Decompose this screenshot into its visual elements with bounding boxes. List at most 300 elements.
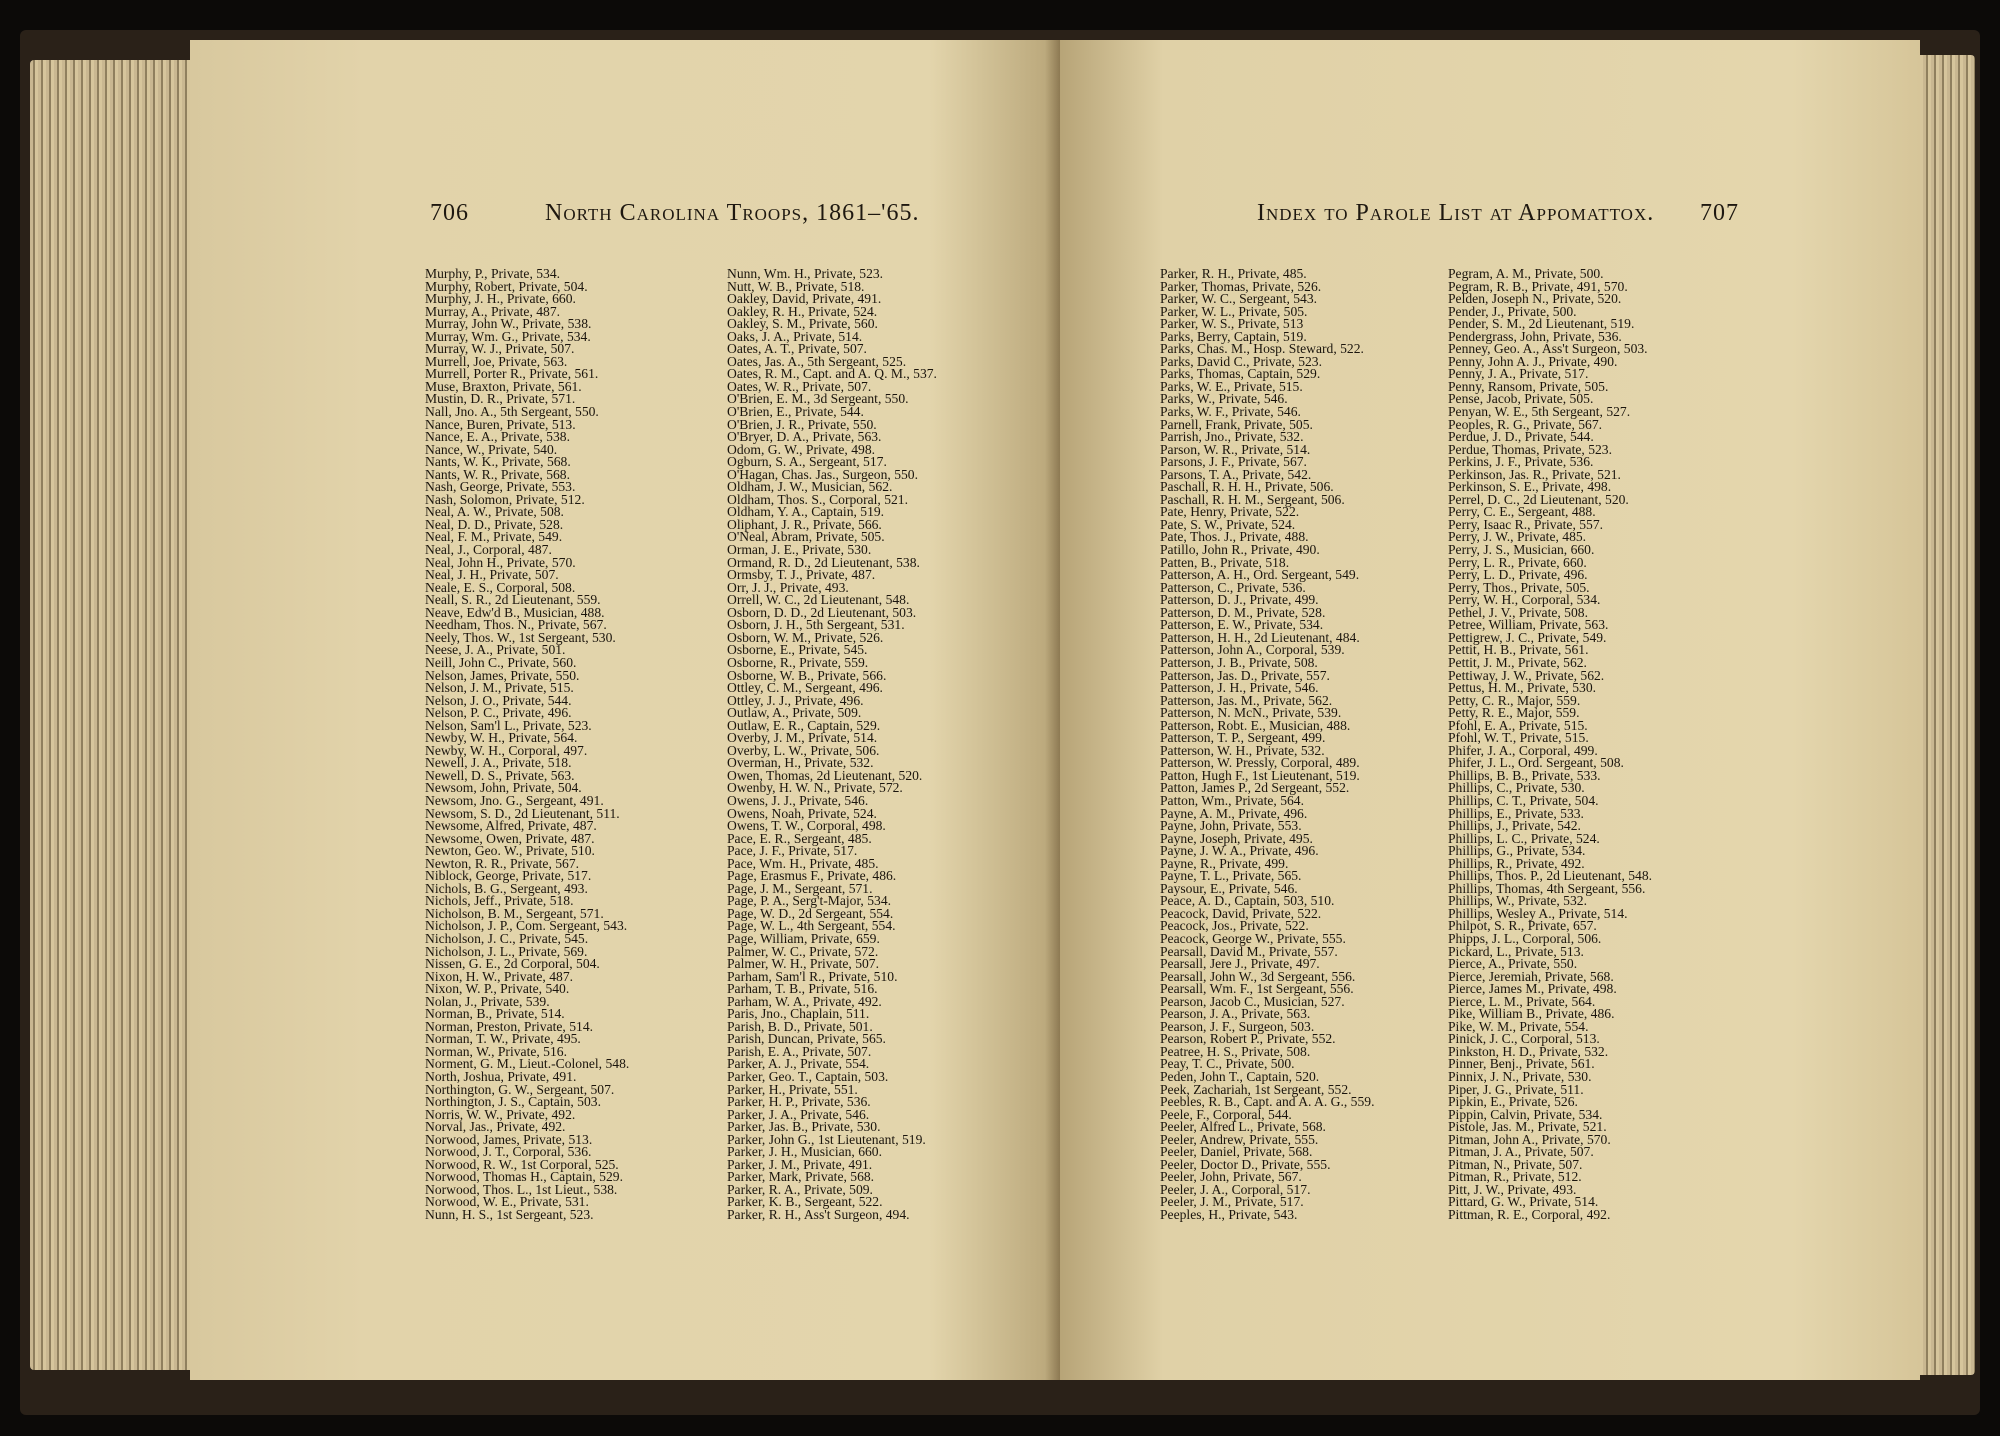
index-entry: Norwood, R. W., 1st Corporal, 525.	[425, 1156, 619, 1172]
index-entry: Pike, W. M., Private, 554.	[1448, 1018, 1589, 1034]
index-entry: Nelson, J. O., Private, 544.	[425, 692, 572, 708]
index-entry: Penny, Ransom, Private, 505.	[1448, 378, 1609, 394]
index-entry: Phillips, Thos. P., 2d Lieutenant, 548.	[1448, 868, 1653, 884]
index-entry: Parker, K. B., Sergeant, 522.	[727, 1194, 883, 1210]
index-entry: Norman, Preston, Private, 514.	[425, 1018, 594, 1034]
index-entry: Peele, F., Corporal, 544.	[1160, 1106, 1292, 1122]
index-entry: Pegram, A. M., Private, 500.	[1448, 266, 1604, 281]
index-entry: North, Joshua, Private, 491.	[425, 1069, 577, 1084]
index-entry: Murrell, Joe, Private, 563.	[425, 353, 568, 369]
index-entry: Phillips, G., Private, 534.	[1448, 843, 1586, 859]
index-entry: Paschall, R. H. M., Sergeant, 506.	[1160, 491, 1345, 507]
right-header	[1060, 200, 1920, 240]
index-entry: Pierce, James M., Private, 498.	[1448, 981, 1617, 997]
index-entry: Pittman, R. E., Corporal, 492.	[1448, 1207, 1611, 1223]
index-entry: Oaks, J. A., Private, 514.	[727, 328, 863, 344]
index-entry: Parker, R. H., Ass't Surgeon, 494.	[727, 1207, 910, 1223]
index-entry: Patterson, W. H., Private, 532.	[1160, 742, 1325, 758]
index-entry: Odom, G. W., Private, 498.	[727, 441, 876, 457]
index-entry: Pense, Jacob, Private, 505.	[1448, 391, 1594, 407]
index-entry: Pitman, J. A., Private, 507.	[1448, 1144, 1594, 1160]
index-entry: Phillips, Thomas, 4th Sergeant, 556.	[1448, 880, 1646, 896]
index-entry: Oates, R. M., Capt. and A. Q. M., 537.	[727, 366, 937, 382]
index-entry: Patterson, C., Private, 536.	[1160, 579, 1306, 595]
index-entry: Page, J. M., Sergeant, 571.	[727, 880, 873, 896]
index-entry: Owens, T. W., Corporal, 498.	[727, 818, 886, 834]
index-entry: Parks, David C., Private, 523.	[1160, 353, 1322, 369]
index-entry: Parsons, J. F., Private, 567.	[1160, 454, 1307, 470]
index-entry: Pickard, L., Private, 513.	[1448, 943, 1584, 959]
index-entry: Murray, John W., Private, 538.	[425, 316, 592, 332]
index-entry: Newsome, Owen, Private, 487.	[425, 830, 595, 846]
index-entry: Niblock, George, Private, 517.	[425, 868, 592, 884]
index-entry: Pfohl, W. T., Private, 515.	[1448, 730, 1589, 746]
index-entry: Page, P. A., Serg't-Major, 534.	[727, 893, 892, 909]
index-entry: Peeler, Doctor D., Private, 555.	[1160, 1156, 1331, 1172]
index-entry: Pierce, Jeremiah, Private, 568.	[1448, 968, 1614, 984]
right-running-head: Index to Parole List at Appomattox.	[1257, 200, 1655, 226]
index-entry: Outlaw, E. R., Captain, 529.	[727, 717, 881, 733]
index-entry: Oakley, David, Private, 491.	[727, 291, 882, 307]
index-entry: Phillips, J., Private, 542.	[1448, 818, 1581, 834]
index-entry: Neal, John H., Private, 570.	[425, 554, 576, 570]
index-entry: Patillo, John R., Private, 490.	[1160, 542, 1320, 558]
index-entry: Patton, Wm., Private, 564.	[1160, 792, 1304, 808]
index-entry: Oldham, Y. A., Captain, 519.	[727, 504, 885, 520]
index-entry: Patterson, D. J., Private, 499.	[1160, 592, 1319, 608]
index-entry: Norment, G. M., Lieut.-Colonel, 548.	[425, 1056, 630, 1072]
index-entry: Neal, A. W., Private, 508.	[425, 504, 564, 520]
index-entry: Mustin, D. R., Private, 571.	[425, 391, 576, 407]
index-entry: Payne, J. W. A., Private, 496.	[1160, 843, 1319, 859]
index-entry: Perry, J. W., Private, 485.	[1448, 529, 1587, 545]
index-entry: Perkinson, Jas. R., Private, 521.	[1448, 466, 1621, 482]
index-entry: Orrell, W. C., 2d Lieutenant, 548.	[727, 592, 910, 608]
index-entry: Phifer, J. L., Ord. Sergeant, 508.	[1448, 755, 1624, 771]
index-entry: Nissen, G. E., 2d Corporal, 504.	[425, 956, 600, 972]
index-entry: Neal, J., Corporal, 487.	[425, 542, 552, 558]
index-entry: Pinner, Benj., Private, 561.	[1448, 1056, 1595, 1072]
index-entry: Parsons, T. A., Private, 542.	[1160, 466, 1312, 482]
index-entry: Parks, W. F., Private, 546.	[1160, 404, 1301, 420]
index-entry: Parker, J. M., Private, 491.	[727, 1156, 873, 1172]
index-entry: Owenby, H. W. N., Private, 572.	[727, 780, 903, 796]
index-entry: Page, Erasmus F., Private, 486.	[727, 868, 897, 884]
index-entry: Page, W. D., 2d Sergeant, 554.	[727, 905, 894, 921]
index-entry: Perrel, D. C., 2d Lieutenant, 520.	[1448, 491, 1629, 507]
index-entry: Pethel, J. V., Private, 508.	[1448, 604, 1588, 620]
index-entry: Parker, R. H., Private, 485.	[1160, 266, 1307, 281]
index-entry: Patterson, Jas. M., Private, 562.	[1160, 692, 1333, 708]
index-entry: Pike, William B., Private, 486.	[1448, 1006, 1615, 1022]
index-entry: Pfohl, E. A., Private, 515.	[1448, 717, 1588, 733]
index-entry: Peay, T. C., Private, 500.	[1160, 1056, 1295, 1072]
index-entry: Pitt, J. W., Private, 493.	[1448, 1181, 1577, 1197]
index-entry: Oates, A. T., Private, 507.	[727, 341, 867, 357]
index-entry: Pearson, Jacob C., Musician, 527.	[1160, 993, 1345, 1009]
index-entry: Parks, Berry, Captain, 519.	[1160, 328, 1307, 344]
index-entry: Owens, J. J., Private, 546.	[727, 792, 869, 808]
index-entry: Page, W. L., 4th Sergeant, 554.	[727, 918, 896, 934]
index-entry: Parker, Geo. T., Captain, 503.	[727, 1069, 889, 1084]
index-entry: Pettit, J. M., Private, 562.	[1448, 654, 1587, 670]
index-entry: Parker, Jas. B., Private, 530.	[727, 1119, 881, 1135]
index-entry: Perry, Thos., Private, 505.	[1448, 579, 1590, 595]
index-entry: Newsom, S. D., 2d Lieutenant, 511.	[425, 805, 620, 821]
index-entry: Pender, S. M., 2d Lieutenant, 519.	[1448, 316, 1635, 332]
index-entry: Patterson, J. H., Private, 546.	[1160, 680, 1319, 696]
index-entry: Parker, R. A., Private, 509.	[727, 1181, 873, 1197]
index-entry: Patterson, E. W., Private, 534.	[1160, 617, 1324, 633]
index-entry: Phillips, B. B., Private, 533.	[1448, 767, 1601, 783]
index-entry: Norwood, Thos. L., 1st Lieut., 538.	[425, 1181, 618, 1197]
right-column-2	[1448, 268, 1652, 1222]
index-entry: Pender, J., Private, 500.	[1448, 303, 1577, 319]
index-entry: Patterson, W. Pressly, Corporal, 489.	[1160, 755, 1360, 771]
index-entry: Perdue, J. D., Private, 544.	[1448, 429, 1594, 445]
index-entry: Parham, T. B., Private, 516.	[727, 981, 878, 997]
index-entry: Perry, W. H., Corporal, 534.	[1448, 592, 1601, 608]
index-entry: Patten, B., Private, 518.	[1160, 554, 1290, 570]
index-entry: Nicholson, J. C., Private, 545.	[425, 930, 589, 946]
index-entry: Norman, T. W., Private, 495.	[425, 1031, 581, 1047]
index-entry: Peace, A. D., Captain, 503, 510.	[1160, 893, 1335, 909]
index-entry: Oliphant, J. R., Private, 566.	[727, 516, 882, 532]
index-entry: Pate, Thos. J., Private, 488.	[1160, 529, 1309, 545]
index-entry: Patterson, H. H., 2d Lieutenant, 484.	[1160, 629, 1360, 645]
index-entry: Pace, J. F., Private, 517.	[727, 843, 858, 859]
index-entry: Paysour, E., Private, 546.	[1160, 880, 1298, 896]
index-entry: Pate, Henry, Private, 522.	[1160, 504, 1300, 520]
index-entry: Neill, John C., Private, 560.	[425, 654, 577, 670]
index-entry: Pearsall, David M., Private, 557.	[1160, 943, 1338, 959]
index-entry: Neave, Edw'd B., Musician, 488.	[425, 604, 605, 620]
index-entry: Nelson, Sam'l L., Private, 523.	[425, 717, 592, 733]
index-entry: Pearsall, Jere J., Private, 497.	[1160, 956, 1320, 972]
index-entry: Osborn, W. M., Private, 526.	[727, 629, 884, 645]
index-entry: Newell, J. A., Private, 518.	[425, 755, 572, 771]
index-entry: Parker, H. P., Private, 536.	[727, 1094, 871, 1110]
index-entry: Nance, Buren, Private, 513.	[425, 416, 576, 432]
index-entry: Nicholson, J. L., Private, 569.	[425, 943, 588, 959]
index-entry: Piper, J. G., Private, 511.	[1448, 1081, 1584, 1097]
index-entry: O'Neal, Abram, Private, 505.	[727, 529, 885, 545]
right-page-edges	[1915, 55, 1975, 1375]
index-entry: Nash, George, Private, 553.	[425, 479, 576, 495]
index-entry: Patterson, Robt. E., Musician, 488.	[1160, 717, 1351, 733]
index-entry: Parham, Sam'l R., Private, 510.	[727, 968, 898, 984]
index-entry: Perkins, J. F., Private, 536.	[1448, 454, 1594, 470]
index-entry: Payne, T. L., Private, 565.	[1160, 868, 1302, 884]
index-entry: Parker, Mark, Private, 568.	[727, 1169, 875, 1185]
index-entry: Patterson, J. B., Private, 508.	[1160, 654, 1318, 670]
index-entry: Norwood, Thomas H., Captain, 529.	[425, 1169, 623, 1185]
index-entry: Nichols, Jeff., Private, 518.	[425, 893, 574, 909]
index-entry: Outlaw, A., Private, 509.	[727, 705, 862, 721]
index-entry: O'Brien, E., Private, 544.	[727, 404, 864, 420]
index-entry: Payne, A. M., Private, 496.	[1160, 805, 1308, 821]
index-entry: Patterson, John A., Corporal, 539.	[1160, 642, 1345, 658]
index-entry: Parks, W., Private, 546.	[1160, 391, 1288, 407]
index-entry: Murray, Wm. G., Private, 534.	[425, 328, 591, 344]
index-entry: Pearsall, Wm. F., 1st Sergeant, 556.	[1160, 981, 1354, 997]
index-entry: O'Bryer, D. A., Private, 563.	[727, 429, 882, 445]
index-entry: Patterson, Jas. D., Private, 557.	[1160, 667, 1330, 683]
index-entry: Phillips, R., Private, 492.	[1448, 855, 1585, 871]
index-entry: Perry, L. D., Private, 496.	[1448, 567, 1588, 583]
index-entry: Parker, A. J., Private, 554.	[727, 1056, 870, 1072]
index-entry: Oakley, R. H., Private, 524.	[727, 303, 878, 319]
index-entry: Osborne, W. B., Private, 566.	[727, 667, 887, 683]
index-entry: Murphy, J. H., Private, 660.	[425, 291, 576, 307]
index-entry: Patterson, T. P., Sergeant, 499.	[1160, 730, 1326, 746]
index-entry: Owen, Thomas, 2d Lieutenant, 520.	[727, 767, 923, 783]
index-entry: Perry, Isaac R., Private, 557.	[1448, 516, 1604, 532]
index-entry: Pitman, John A., Private, 570.	[1448, 1131, 1611, 1147]
index-entry: Palmer, W. C., Private, 572.	[727, 943, 879, 959]
index-entry: Penny, John A. J., Private, 490.	[1448, 353, 1618, 369]
index-entry: Peeples, H., Private, 543.	[1160, 1207, 1298, 1223]
index-entry: Pearson, Robert P., Private, 552.	[1160, 1031, 1336, 1047]
index-entry: Norman, B., Private, 514.	[425, 1006, 565, 1022]
index-entry: Phillips, C. T., Private, 504.	[1448, 792, 1599, 808]
index-entry: Murphy, P., Private, 534.	[425, 266, 561, 281]
index-entry: Pistole, Jas. M., Private, 521.	[1448, 1119, 1607, 1135]
index-entry: Parker, W. S., Private, 513	[1160, 316, 1304, 332]
index-entry: Parrish, Jno., Private, 532.	[1160, 429, 1304, 445]
index-entry: Parker, W. L., Private, 505.	[1160, 303, 1308, 319]
left-header	[190, 200, 1060, 240]
index-entry: Pierce, L. M., Private, 564.	[1448, 993, 1596, 1009]
right-page-number: 707	[1700, 200, 1739, 226]
index-entry: Peoples, R. G., Private, 567.	[1448, 416, 1603, 432]
index-entry: Norwood, James, Private, 513.	[425, 1131, 593, 1147]
index-entry: Pearson, J. A., Private, 563.	[1160, 1006, 1311, 1022]
index-entry: Oldham, J. W., Musician, 562.	[727, 479, 893, 495]
index-entry: Pate, S. W., Private, 524.	[1160, 516, 1296, 532]
index-entry: Oldham, Thos. S., Corporal, 521.	[727, 491, 908, 507]
index-entry: Pearsall, John W., 3d Sergeant, 556.	[1160, 968, 1356, 984]
index-entry: Orr, J. J., Private, 493.	[727, 579, 849, 595]
right-column-1	[1160, 268, 1374, 1222]
index-entry: Nelson, P. C., Private, 496.	[425, 705, 572, 721]
index-entry: Peacock, George W., Private, 555.	[1160, 930, 1346, 946]
index-entry: Norwood, J. T., Corporal, 536.	[425, 1144, 592, 1160]
index-entry: Phillips, W., Private, 532.	[1448, 893, 1587, 909]
index-entry: Patterson, D. M., Private, 528.	[1160, 604, 1326, 620]
index-entry: Perry, L. R., Private, 660.	[1448, 554, 1587, 570]
index-entry: Phipps, J. L., Corporal, 506.	[1448, 930, 1602, 946]
index-entry: Nash, Solomon, Private, 512.	[425, 491, 585, 507]
index-entry: Nixon, H. W., Private, 487.	[425, 968, 574, 984]
index-entry: Ormsby, T. J., Private, 487.	[727, 567, 876, 583]
index-entry: Payne, R., Private, 499.	[1160, 855, 1289, 871]
index-entry: Pierce, A., Private, 550.	[1448, 956, 1578, 972]
index-entry: Peeler, Andrew, Private, 555.	[1160, 1131, 1319, 1147]
index-entry: Parish, Duncan, Private, 565.	[727, 1031, 886, 1047]
left-page-edges	[30, 60, 200, 1370]
index-entry: Peeler, Alfred L., Private, 568.	[1160, 1119, 1326, 1135]
index-entry: Oakley, S. M., Private, 560.	[727, 316, 878, 332]
index-entry: Pitman, N., Private, 507.	[1448, 1156, 1583, 1172]
index-entry: Nelson, J. M., Private, 515.	[425, 680, 574, 696]
index-entry: Phillips, E., Private, 533.	[1448, 805, 1584, 821]
index-entry: Nants, W. R., Private, 568.	[425, 466, 570, 482]
index-entry: Nicholson, J. P., Com. Sergeant, 543.	[425, 918, 628, 934]
index-entry: Newsom, John, Private, 504.	[425, 780, 582, 796]
index-entry: Nunn, H. S., 1st Sergeant, 523.	[425, 1207, 594, 1223]
index-entry: Nichols, B. G., Sergeant, 493.	[425, 880, 588, 896]
index-entry: Philpot, S. R., Private, 657.	[1448, 918, 1597, 934]
index-entry: Murrell, Porter R., Private, 561.	[425, 366, 599, 382]
index-entry: Murray, W. J., Private, 507.	[425, 341, 575, 357]
index-entry: Perdue, Thomas, Private, 523.	[1448, 441, 1612, 457]
index-entry: Overby, L. W., Private, 506.	[727, 742, 880, 758]
index-entry: Peeler, Daniel, Private, 568.	[1160, 1144, 1313, 1160]
index-entry: Osborn, J. H., 5th Sergeant, 531.	[727, 617, 905, 633]
index-entry: Needham, Thos. N., Private, 567.	[425, 617, 607, 633]
index-entry: Newby, W. H., Corporal, 497.	[425, 742, 588, 758]
index-entry: Parker, W. C., Sergeant, 543.	[1160, 291, 1318, 307]
index-entry: Norris, W. W., Private, 492.	[425, 1106, 576, 1122]
left-page-number: 706	[430, 200, 469, 226]
index-entry: Peek, Zachariah, 1st Sergeant, 552.	[1160, 1081, 1352, 1097]
index-entry: Ogburn, S. A., Sergeant, 517.	[727, 454, 887, 470]
index-entry: Perry, J. S., Musician, 660.	[1448, 542, 1595, 558]
index-entry: Osborne, R., Private, 559.	[727, 654, 869, 670]
index-entry: Norman, W., Private, 516.	[425, 1043, 567, 1059]
index-entry: Newton, Geo. W., Private, 510.	[425, 843, 595, 859]
index-entry: Peeler, J. A., Corporal, 517.	[1160, 1181, 1311, 1197]
index-entry: Pearson, J. F., Surgeon, 503.	[1160, 1018, 1315, 1034]
index-entry: Neese, J. A., Private, 501.	[425, 642, 566, 658]
index-entry: Penny, J. A., Private, 517.	[1448, 366, 1589, 382]
index-entry: Parks, W. E., Private, 515.	[1160, 378, 1303, 394]
index-entry: Penney, Geo. A., Ass't Surgeon, 503.	[1448, 341, 1648, 357]
index-entry: O'Brien, J. R., Private, 550.	[727, 416, 877, 432]
index-entry: Paschall, R. H. H., Private, 506.	[1160, 479, 1334, 495]
index-entry: Pippin, Calvin, Private, 534.	[1448, 1106, 1603, 1122]
index-entry: Oates, Jas. A., 5th Sergeant, 525.	[727, 353, 907, 369]
index-entry: Pace, E. R., Sergeant, 485.	[727, 830, 872, 846]
index-entry: Peeler, J. M., Private, 517.	[1160, 1194, 1304, 1210]
index-entry: Payne, Joseph, Private, 495.	[1160, 830, 1313, 846]
index-entry: Neely, Thos. W., 1st Sergeant, 530.	[425, 629, 616, 645]
index-entry: Parker, J. A., Private, 546.	[727, 1106, 870, 1122]
index-entry: Newsom, Jno. G., Sergeant, 491.	[425, 792, 604, 808]
index-entry: Pinnix, J. N., Private, 530.	[1448, 1069, 1592, 1084]
index-entry: Patton, Hugh F., 1st Lieutenant, 519.	[1160, 767, 1360, 783]
index-entry: Parker, H., Private, 551.	[727, 1081, 858, 1097]
index-entry: Parks, Chas. M., Hosp. Steward, 522.	[1160, 341, 1364, 357]
index-entry: Pitman, R., Private, 512.	[1448, 1169, 1582, 1185]
index-entry: Petree, William, Private, 563.	[1448, 617, 1609, 633]
index-entry: Pinick, J. C., Corporal, 513.	[1448, 1031, 1600, 1047]
index-entry: Pinkston, H. D., Private, 532.	[1448, 1043, 1609, 1059]
index-entry: Newby, W. H., Private, 564.	[425, 730, 578, 746]
index-entry: Penyan, W. E., 5th Sergeant, 527.	[1448, 404, 1631, 420]
index-entry: Phifer, J. A., Corporal, 499.	[1448, 742, 1598, 758]
left-running-head: North Carolina Troops, 1861–'65.	[545, 200, 920, 226]
index-entry: Nicholson, B. M., Sergeant, 571.	[425, 905, 604, 921]
index-entry: Nolan, J., Private, 539.	[425, 993, 550, 1009]
index-entry: Muse, Braxton, Private, 561.	[425, 378, 582, 394]
index-entry: Perry, C. E., Sergeant, 488.	[1448, 504, 1596, 520]
index-entry: Parish, E. A., Private, 507.	[727, 1043, 872, 1059]
index-entry: Osborne, E., Private, 545.	[727, 642, 868, 658]
index-entry: Perkinson, S. E., Private, 498.	[1448, 479, 1612, 495]
index-entry: Nelson, James, Private, 550.	[425, 667, 580, 683]
index-entry: Oates, W. R., Private, 507.	[727, 378, 872, 394]
index-entry: Page, William, Private, 659.	[727, 930, 880, 946]
index-entry: Pettigrew, J. C., Private, 549.	[1448, 629, 1607, 645]
index-entry: Northington, J. S., Captain, 503.	[425, 1094, 601, 1110]
index-entry: Osborn, D. D., 2d Lieutenant, 503.	[727, 604, 917, 620]
index-entry: Murray, A., Private, 487.	[425, 303, 561, 319]
index-entry: Murphy, Robert, Private, 504.	[425, 278, 588, 294]
index-entry: Phillips, Wesley A., Private, 514.	[1448, 905, 1628, 921]
index-entry: Phillips, C., Private, 530.	[1448, 780, 1585, 796]
index-entry: Neal, D. D., Private, 528.	[425, 516, 564, 532]
index-entry: Pelden, Joseph N., Private, 520.	[1448, 291, 1622, 307]
index-entry: Pettiway, J. W., Private, 562.	[1448, 667, 1605, 683]
index-entry: Petty, C. R., Major, 559.	[1448, 692, 1581, 708]
index-entry: Neal, J. H., Private, 507.	[425, 567, 559, 583]
index-entry: Newell, D. S., Private, 563.	[425, 767, 575, 783]
index-entry: Patterson, A. H., Ord. Sergeant, 549.	[1160, 567, 1360, 583]
index-entry: Peeler, John, Private, 567.	[1160, 1169, 1302, 1185]
index-entry: Newsome, Alfred, Private, 487.	[425, 818, 597, 834]
index-entry: Norwood, W. E., Private, 531.	[425, 1194, 589, 1210]
index-entry: Parker, Thomas, Private, 526.	[1160, 278, 1322, 294]
index-entry: Parks, Thomas, Captain, 529.	[1160, 366, 1321, 382]
index-entry: Orman, J. E., Private, 530.	[727, 542, 872, 558]
index-entry: Pendergrass, John, Private, 536.	[1448, 328, 1622, 344]
index-entry: Ottley, J. J., Private, 496.	[727, 692, 864, 708]
left-column-2	[727, 268, 937, 1222]
index-entry: Pipkin, E., Private, 526.	[1448, 1094, 1578, 1110]
index-entry: Nance, W., Private, 540.	[425, 441, 558, 457]
index-entry: Overby, J. M., Private, 514.	[727, 730, 878, 746]
index-entry: Parnell, Frank, Private, 505.	[1160, 416, 1313, 432]
index-entry: Nance, E. A., Private, 538.	[425, 429, 570, 445]
index-entry: Ottley, C. M., Sergeant, 496.	[727, 680, 883, 696]
index-entry: Pegram, R. B., Private, 491, 570.	[1448, 278, 1628, 294]
index-entry: Phillips, L. C., Private, 524.	[1448, 830, 1600, 846]
index-entry: O'Brien, E. M., 3d Sergeant, 550.	[727, 391, 909, 407]
index-entry: Norval, Jas., Private, 492.	[425, 1119, 566, 1135]
index-entry: Pettus, H. M., Private, 530.	[1448, 680, 1597, 696]
index-entry: Peacock, David, Private, 522.	[1160, 905, 1322, 921]
index-entry: Neall, S. R., 2d Lieutenant, 559.	[425, 592, 601, 608]
index-entry: Patterson, N. McN., Private, 539.	[1160, 705, 1342, 721]
left-column-1	[425, 268, 629, 1222]
index-entry: Paris, Jno., Chaplain, 511.	[727, 1006, 870, 1022]
index-entry: Nutt, W. B., Private, 518.	[727, 278, 865, 294]
index-entry: Nunn, Wm. H., Private, 523.	[727, 266, 884, 281]
index-entry: Nixon, W. P., Private, 540.	[425, 981, 570, 997]
index-entry: Pittard, G. W., Private, 514.	[1448, 1194, 1599, 1210]
index-entry: Newton, R. R., Private, 567.	[425, 855, 580, 871]
index-entry: Payne, John, Private, 553.	[1160, 818, 1302, 834]
index-entry: Owens, Noah, Private, 524.	[727, 805, 877, 821]
index-entry: Peacock, Jos., Private, 522.	[1160, 918, 1309, 934]
index-entry: O'Hagan, Chas. Jas., Surgeon, 550.	[727, 466, 918, 482]
index-entry: Nall, Jno. A., 5th Sergeant, 550.	[425, 404, 599, 420]
index-entry: Palmer, W. H., Private, 507.	[727, 956, 879, 972]
index-entry: Parson, W. R., Private, 514.	[1160, 441, 1311, 457]
index-entry: Parham, W. A., Private, 492.	[727, 993, 882, 1009]
